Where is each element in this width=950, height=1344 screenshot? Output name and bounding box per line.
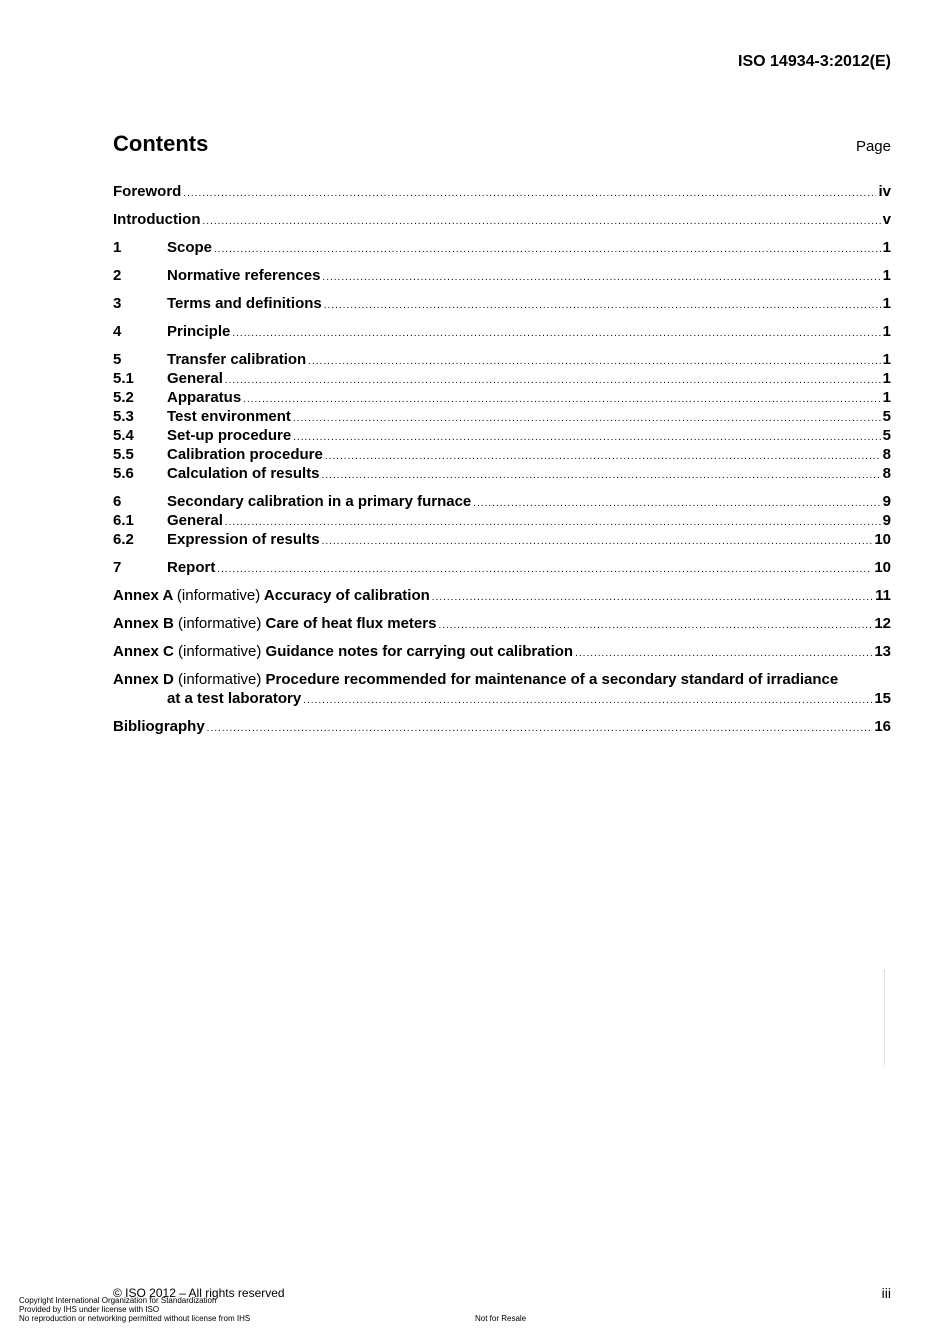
toc-entry-introduction[interactable] <box>113 210 891 229</box>
annex-title: Care of heat flux meters <box>265 615 437 632</box>
toc-title: Calibration procedure <box>167 446 323 463</box>
toc-entry-terms-definitions[interactable] <box>113 294 891 313</box>
toc-entry-annex-a[interactable] <box>113 586 891 605</box>
toc-title: General <box>167 512 223 529</box>
toc-page: 5 <box>882 408 891 425</box>
toc-title: Transfer calibration <box>167 351 307 368</box>
toc-title-continued: at a test laboratory <box>167 690 302 707</box>
toc-page: 10 <box>874 559 891 576</box>
toc-entry-principle[interactable] <box>113 322 891 341</box>
toc-entry-5-4[interactable] <box>113 426 891 445</box>
leader-dots <box>432 588 873 607</box>
leader-dots <box>293 428 880 447</box>
toc-title: Test environment <box>167 408 291 425</box>
leader-dots <box>225 513 881 532</box>
contents-title: Contents <box>113 131 209 156</box>
toc-title <box>113 614 436 633</box>
toc-page: 1 <box>882 323 891 340</box>
margin-mark <box>884 970 889 1066</box>
leader-dots <box>325 447 881 466</box>
annex-title: Guidance notes for carrying out calibration <box>265 643 574 660</box>
toc-entry-bibliography[interactable] <box>113 717 891 736</box>
footer-copyright: © ISO 2012 – All rights reserved <box>113 1286 285 1300</box>
toc-entry-annex-b[interactable] <box>113 614 891 633</box>
toc-number: 6.2 <box>113 531 134 548</box>
annex-type: (informative) <box>178 671 262 688</box>
toc-page: 8 <box>882 465 891 482</box>
toc-title: Bibliography <box>113 718 205 735</box>
toc-entry-secondary-calibration[interactable] <box>113 492 891 511</box>
annex-type: (informative) <box>178 643 262 660</box>
toc-title: Terms and definitions <box>167 295 322 312</box>
toc-title: Scope <box>167 239 213 256</box>
toc-title: Foreword <box>113 183 182 200</box>
leader-dots <box>214 240 881 259</box>
toc-entry-5-2[interactable] <box>113 388 891 407</box>
toc-page: 12 <box>874 615 891 632</box>
leader-dots <box>322 268 880 287</box>
leader-dots <box>322 532 873 551</box>
toc-entry-5-5[interactable] <box>113 445 891 464</box>
toc-entry-report[interactable] <box>113 558 891 577</box>
leader-dots <box>202 212 880 231</box>
toc-title: Calculation of results <box>167 465 320 482</box>
leader-dots <box>473 494 880 513</box>
leader-dots <box>303 691 872 710</box>
toc-title: Normative references <box>167 267 321 284</box>
leader-dots <box>324 296 881 315</box>
toc-entry-5-3[interactable] <box>113 407 891 426</box>
toc-page: iv <box>878 183 891 200</box>
toc-entry-annex-d[interactable] <box>113 670 891 689</box>
leader-dots <box>232 324 880 343</box>
toc-entry-normative-references[interactable] <box>113 266 891 285</box>
toc-entry-annex-d-continued[interactable] <box>113 689 891 708</box>
toc-title: General <box>167 370 223 387</box>
toc-number: 5.4 <box>113 427 134 444</box>
toc-number: 5.5 <box>113 446 134 463</box>
leader-dots <box>207 719 873 738</box>
toc-page: 11 <box>875 587 891 604</box>
toc-page: 1 <box>882 295 891 312</box>
toc-title <box>113 642 573 661</box>
not-for-resale-notice: Not for Resale <box>475 1314 527 1323</box>
toc-number: 1 <box>113 239 122 256</box>
toc-title: Expression of results <box>167 531 320 548</box>
toc-page: 10 <box>874 531 891 548</box>
toc-entry-5-1[interactable] <box>113 369 891 388</box>
annex-type: (informative) <box>176 587 261 604</box>
annex-label: Annex B <box>113 615 174 632</box>
toc-entry-foreword[interactable] <box>113 182 891 201</box>
toc-title <box>113 586 430 605</box>
toc-title: Principle <box>167 323 231 340</box>
toc-number: 3 <box>113 295 122 312</box>
toc-entry-annex-c[interactable] <box>113 642 891 661</box>
toc-title: Apparatus <box>167 389 242 406</box>
toc-page: 1 <box>882 389 891 406</box>
toc-number: 6 <box>113 493 122 510</box>
leader-dots <box>293 409 881 428</box>
annex-label: Annex A <box>113 587 173 604</box>
license-line-1: Copyright International Organization for Standardization <box>19 1296 217 1305</box>
leader-dots <box>575 644 872 663</box>
page-column-label: Page <box>855 138 891 155</box>
document-id: ISO 14934-3:2012(E) <box>738 53 891 70</box>
leader-dots <box>243 390 880 409</box>
annex-label: Annex D <box>113 671 174 688</box>
leader-dots <box>225 371 881 390</box>
toc-number: 6.1 <box>113 512 134 529</box>
toc-number: 5.3 <box>113 408 134 425</box>
annex-title: Procedure recommended for maintenance of a secondary standard of irradiance <box>265 671 839 688</box>
toc-page: 9 <box>882 512 891 529</box>
toc-entry-scope[interactable] <box>113 238 891 257</box>
leader-dots <box>183 184 876 203</box>
toc-page: 1 <box>882 370 891 387</box>
annex-type: (informative) <box>178 615 262 632</box>
leader-dots <box>438 616 872 635</box>
toc-page: 8 <box>882 446 891 463</box>
annex-label: Annex C <box>113 643 174 660</box>
toc-page: 1 <box>882 267 891 284</box>
license-line-3: No reproduction or networking permitted without license from IHS <box>19 1314 251 1323</box>
toc-title: Set-up procedure <box>167 427 292 444</box>
toc-page: 1 <box>882 239 891 256</box>
toc-page: 13 <box>874 643 891 660</box>
toc-page: 1 <box>882 351 891 368</box>
toc-number: 5.1 <box>113 370 134 387</box>
toc-page: 9 <box>882 493 891 510</box>
leader-dots <box>217 560 872 579</box>
toc-title: Report <box>167 559 216 576</box>
leader-dots <box>308 352 880 371</box>
table-of-contents <box>113 182 891 736</box>
toc-page: 16 <box>874 718 891 735</box>
toc-title: Introduction <box>113 211 201 228</box>
toc-page: 15 <box>874 690 891 707</box>
toc-title <box>113 670 838 689</box>
toc-number: 2 <box>113 267 122 284</box>
footer-page-number: iii <box>881 1285 891 1301</box>
toc-number: 5.2 <box>113 389 134 406</box>
toc-number: 5 <box>113 351 122 368</box>
license-line-2: Provided by IHS under license with ISO <box>19 1305 160 1314</box>
toc-entry-transfer-calibration[interactable] <box>113 350 891 369</box>
toc-number: 4 <box>113 323 122 340</box>
toc-page: 5 <box>882 427 891 444</box>
toc-number: 5.6 <box>113 465 134 482</box>
toc-entry-5-6[interactable] <box>113 464 891 483</box>
toc-page: v <box>882 211 891 228</box>
toc-entry-6-2[interactable] <box>113 530 891 549</box>
toc-title: Secondary calibration in a primary furnace <box>167 493 472 510</box>
leader-dots <box>322 466 881 485</box>
toc-number: 7 <box>113 559 122 576</box>
annex-title: Accuracy of calibration <box>263 587 430 604</box>
toc-entry-6-1[interactable] <box>113 511 891 530</box>
